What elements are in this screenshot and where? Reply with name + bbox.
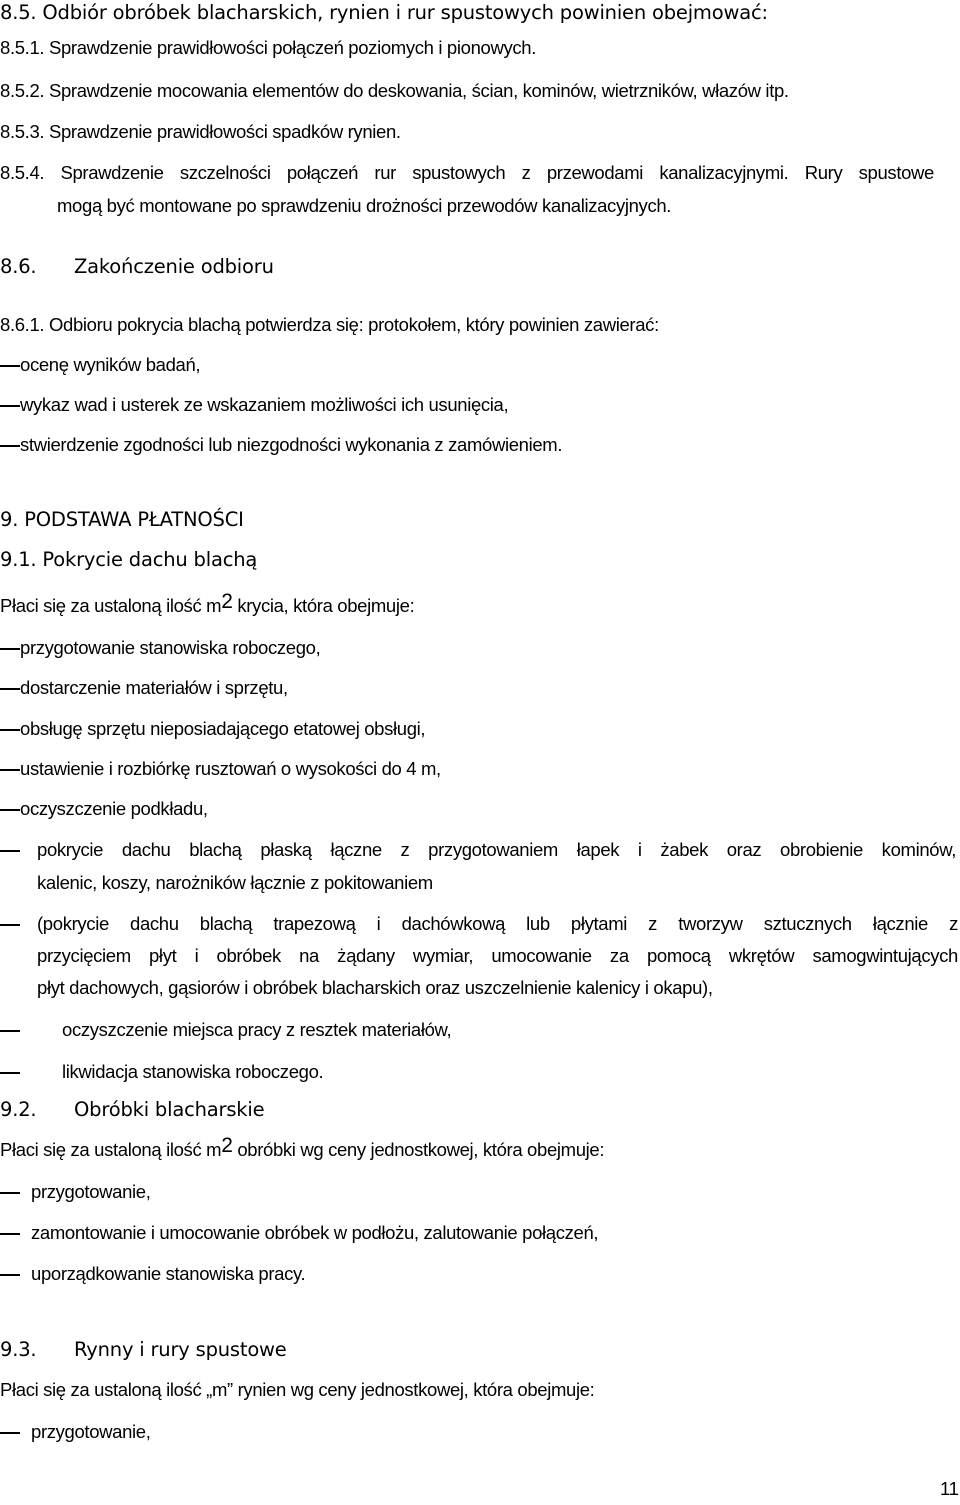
list-item: przygotowanie, <box>31 1181 151 1202</box>
dash-bullet <box>0 1192 20 1194</box>
dash-bullet <box>0 1233 20 1235</box>
section-9-1-intro: Płaci się za ustaloną ilość $m^2$ krycia, która obejmuje: <box>0 590 415 616</box>
list-item-line1: (pokrycie dachu blachą trapezową i dachówkową lub płytami z tworzyw sztucznych łącznie z <box>37 913 958 934</box>
dash-bullet <box>0 729 20 731</box>
list-item: przygotowanie, <box>31 1421 151 1442</box>
dash-bullet <box>0 769 20 771</box>
item-8-6-1: 8.6.1. Odbioru pokrycia blachą potwierdza się: protokołem, który powinien zawierać: <box>0 314 659 335</box>
section-8-6-title: Zakończenie odbioru <box>74 255 274 278</box>
dash-bullet <box>0 1432 20 1434</box>
dash-bullet <box>0 688 20 690</box>
list-item: przygotowanie stanowiska roboczego, <box>20 637 321 658</box>
dash-bullet <box>0 648 20 650</box>
list-item: wykaz wad i usterek ze wskazaniem możliwości ich usunięcia, <box>20 394 509 415</box>
list-item-line2: przycięciem płyt i obróbek na żądany wymiar, umocowanie za pomocą wkrętów samogwintujących <box>37 945 958 966</box>
section-9-heading: 9. PODSTAWA PŁATNOŚCI <box>0 508 244 531</box>
dash-bullet <box>0 1274 20 1276</box>
section-9-3-intro: Płaci się za ustaloną ilość „m” rynien wg ceny jednostkowej, która obejmuje: <box>0 1379 595 1400</box>
list-item: ustawienie i rozbiórkę rusztowań o wysokości do 4 m, <box>20 758 441 779</box>
item-8-5-4-line1: 8.5.4. Sprawdzenie szczelności połączeń rur spustowych z przewodami kanalizacyjnymi. Rury spustowe <box>0 162 934 183</box>
dash-bullet <box>0 924 20 926</box>
page-number: 11 <box>940 1478 959 1499</box>
list-item: oczyszczenie podkładu, <box>20 798 208 819</box>
item-8-5-1: 8.5.1. Sprawdzenie prawidłowości połączeń poziomych i pionowych. <box>0 37 536 58</box>
section-9-1-heading: 9.1. Pokrycie dachu blachą <box>0 548 258 571</box>
section-9-3-title: Rynny i rury spustowe <box>74 1338 287 1361</box>
dash-bullet <box>0 809 20 811</box>
list-item: uporządkowanie stanowiska pracy. <box>31 1263 306 1284</box>
item-8-5-3: 8.5.3. Sprawdzenie prawidłowości spadków rynien. <box>0 121 401 142</box>
item-8-5-2: 8.5.2. Sprawdzenie mocowania elementów do deskowania, ścian, kominów, wietrzników, włazów itp. <box>0 80 789 101</box>
list-item: stwierdzenie zgodności lub niezgodności wykonania z zamówieniem. <box>20 434 563 455</box>
list-item: zamontowanie i umocowanie obróbek w podłożu, zalutowanie połączeń, <box>31 1222 599 1243</box>
section-9-3-number: 9.3. <box>0 1338 37 1361</box>
list-item-line1: pokrycie dachu blachą płaską łączne z przygotowaniem łapek i żabek oraz obrobienie kominów, <box>37 839 956 860</box>
item-8-5-4-line2: mogą być montowane po sprawdzeniu drożności przewodów kanalizacyjnych. <box>57 195 672 216</box>
dash-bullet <box>0 1030 20 1032</box>
list-item: dostarczenie materiałów i sprzętu, <box>20 677 288 698</box>
section-9-2-title: Obróbki blacharskie <box>74 1098 265 1121</box>
section-9-2-intro: Płaci się za ustaloną ilość $m^2$ obróbki wg ceny jednostkowej, która obejmuje: <box>0 1134 605 1160</box>
section-8-6-number: 8.6. <box>0 255 37 278</box>
dash-bullet <box>0 405 20 407</box>
dash-bullet <box>0 1072 20 1074</box>
dash-bullet <box>0 445 20 447</box>
dash-bullet <box>0 365 20 367</box>
list-item: oczyszczenie miejsca pracy z resztek materiałów, <box>62 1019 452 1040</box>
list-item-line2: kalenic, koszy, narożników łącznie z pokitowaniem <box>37 872 433 893</box>
list-item: obsługę sprzętu nieposiadającego etatowej obsługi, <box>20 718 426 739</box>
list-item-line3: płyt dachowych, gąsiorów i obróbek blacharskich oraz uszczelnienie kalenicy i okapu), <box>37 977 713 998</box>
list-item: ocenę wyników badań, <box>20 354 201 375</box>
section-8-5-heading: 8.5. Odbiór obróbek blacharskich, rynien i rur spustowych powinien obejmować: <box>0 1 768 24</box>
section-9-2-number: 9.2. <box>0 1098 37 1121</box>
dash-bullet <box>0 850 20 852</box>
list-item: likwidacja stanowiska roboczego. <box>62 1061 324 1082</box>
